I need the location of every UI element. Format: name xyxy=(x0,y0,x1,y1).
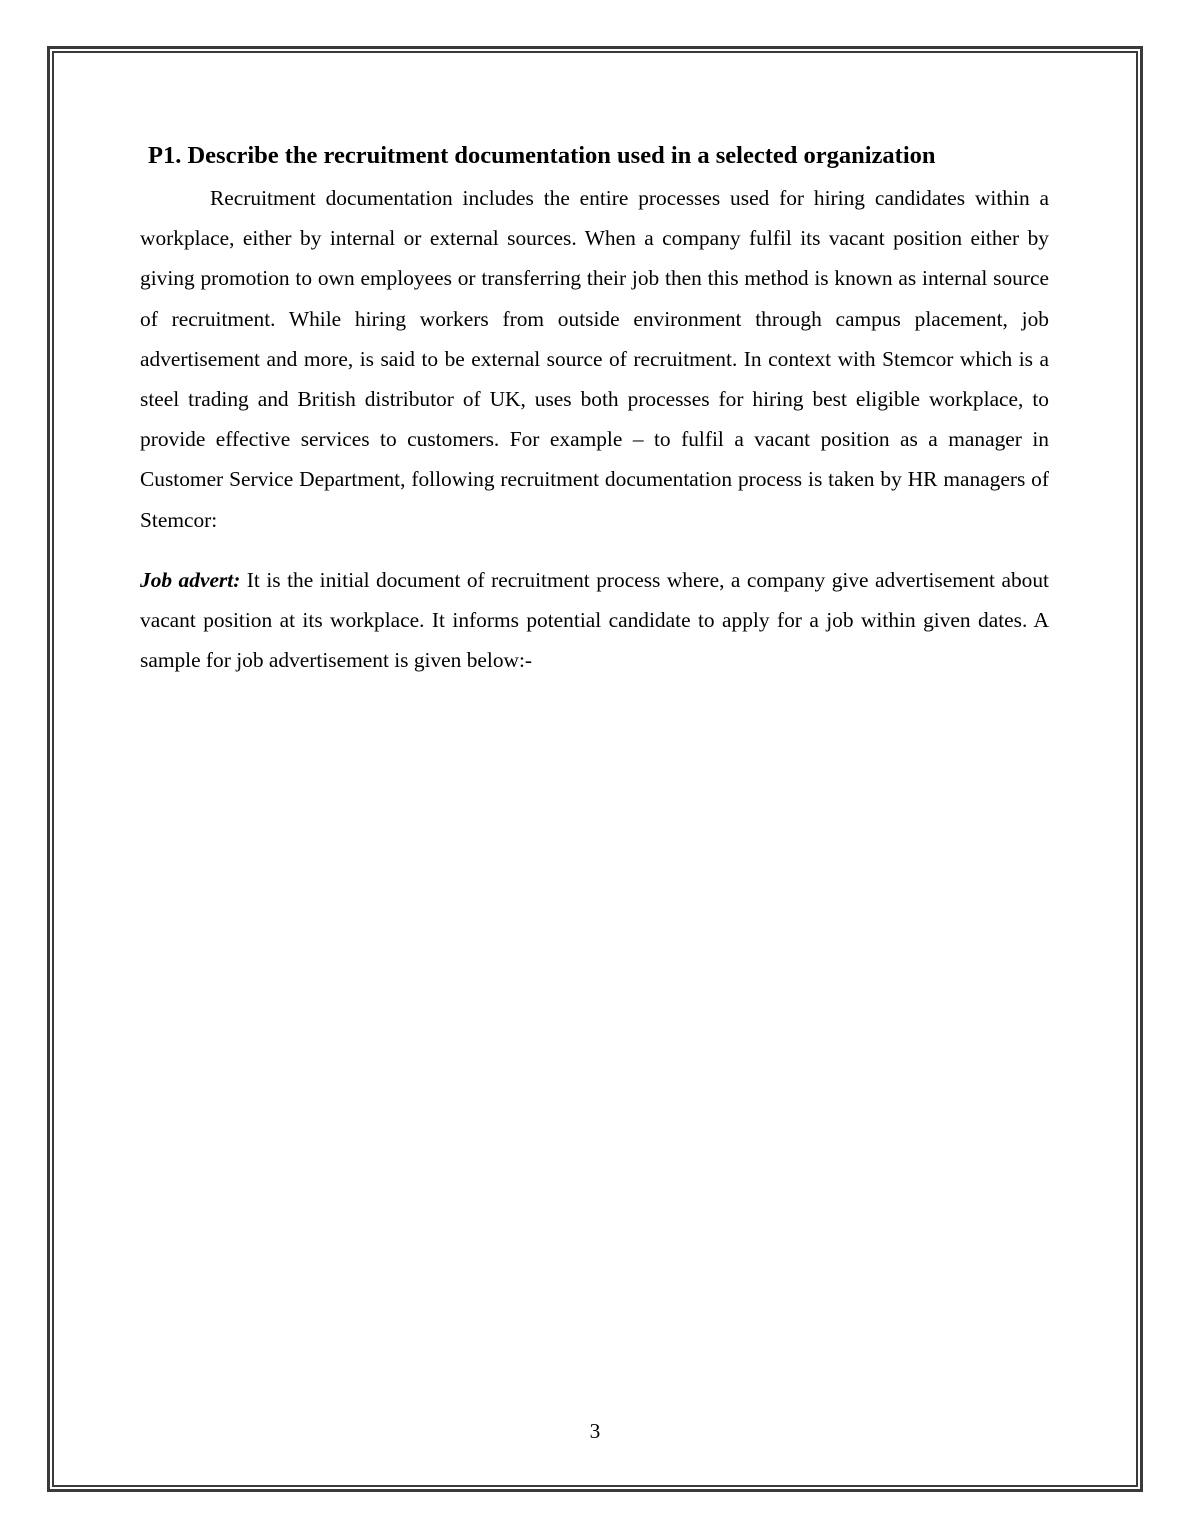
section-heading: P1. Describe the recruitment documentation used in a selected organization xyxy=(148,142,936,169)
paragraph-recruitment-documentation: Recruitment documentation includes the entire processes used for hiring candidates within a workplace, either by internal or external sources. When a company fulfil its vacant position either by giving promotion to own employees or transferring their job then this method is known as internal source of recruitment. While hiring workers from outside environment through campus placement, job advertisement and more, is said to be external source of recruitment. In context with Stemcor which is a steel trading and British distributor of UK, uses both processes for hiring best eligible workplace, to provide effective services to customers. For example – to fulfil a vacant position as a manager in Customer Service Department, following recruitment documentation process is taken by HR managers of Stemcor: xyxy=(140,186,1049,532)
job-advert-term: Job advert: xyxy=(140,567,241,592)
paragraph-job-advert xyxy=(140,560,1049,681)
page-content xyxy=(140,138,1049,680)
job-advert-text: It is the initial document of recruitment process where, a company give advertisement about vacant position at its workplace. It informs potential candidate to apply for a job within given dates. A sample for job advertisement is given below:- xyxy=(140,567,1049,673)
page-number: 3 xyxy=(589,1419,601,1443)
